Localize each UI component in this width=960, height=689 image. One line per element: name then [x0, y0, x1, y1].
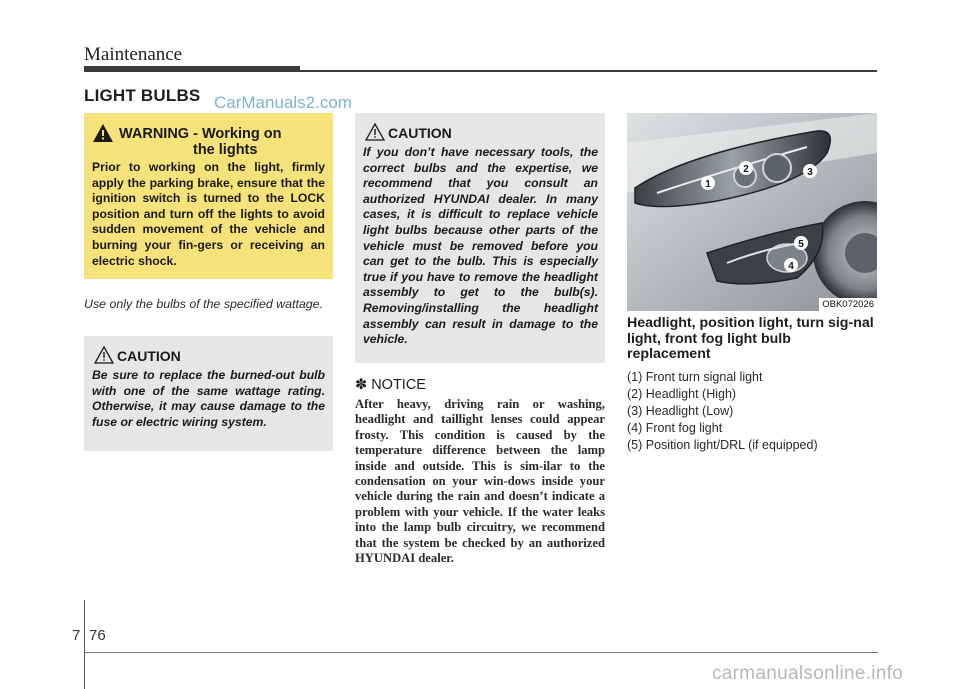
watermark-bottom: carmanualsonline.info: [712, 663, 904, 684]
callout-3: [803, 164, 817, 178]
svg-text:2: 2: [743, 164, 749, 175]
list-item: (4) Front fog light: [627, 420, 723, 435]
warning-label: WARNING: [119, 126, 190, 142]
header-rule-thin: [300, 70, 877, 72]
svg-text:4: 4: [788, 261, 794, 272]
notice-title: [355, 377, 426, 393]
callout-4: [784, 258, 798, 272]
header-rule-thick: [84, 66, 300, 72]
caution-triangle-icon: [94, 346, 114, 364]
callout-2: [739, 161, 753, 175]
notice-symbol-icon: ✽: [355, 377, 368, 393]
svg-text:3: 3: [807, 167, 813, 178]
warning-heading-text: - Working on: [193, 126, 282, 142]
figure-title: Headlight, position light, turn sig-nal light, front fog light bulb replacement: [627, 315, 874, 362]
list-item: (3) Headlight (Low): [627, 403, 734, 418]
list-item: (5) Position light/DRL (if equipped): [627, 437, 818, 452]
headlight-illustration: [627, 113, 877, 311]
headlight-photo: [627, 113, 877, 311]
callout-5: [794, 236, 808, 250]
photo-code: OBK072026: [819, 298, 877, 311]
intro-text: Use only the bulbs of the specified wattage.: [84, 297, 324, 311]
page-title: LIGHT BULBS: [84, 86, 201, 105]
warning-box: [84, 113, 333, 279]
caution-box-mid: [355, 113, 605, 363]
chapter-number: 7: [72, 627, 81, 644]
svg-text:1: 1: [705, 179, 711, 190]
caution-text: Be sure to replace the burned-out bulb with one of the same wattage rating. Otherwise, it may cause damage to the fuse or electric wiring system.: [92, 368, 325, 429]
caution-text: If you don’t have necessary tools, the correct bulbs and the expertise, we recommend that you consult an authorized HYUNDAI dealer. In many cases, it is difficult to replace vehicle light bulbs because other parts of the vehicle must be removed before you can get to the bulb. This is especially true if you have to remove the headlight assembly to get to the bulb(s). Removing/installing the headlight assembly can result in damage to the vehicle.: [363, 145, 598, 347]
caution-box-left: [84, 336, 333, 451]
caution-triangle-icon: [365, 123, 385, 141]
section-header: Maintenance: [84, 44, 183, 65]
list-item: (2) Headlight (High): [627, 386, 737, 401]
callout-1: [701, 176, 715, 190]
warning-heading: [119, 126, 329, 158]
warning-triangle-icon: [92, 123, 114, 143]
bulb-list: [627, 369, 877, 454]
page-number: 76: [89, 627, 106, 644]
caution-label: CAUTION: [117, 348, 181, 364]
caution-label: CAUTION: [388, 125, 452, 141]
notice-text: After heavy, driving rain or washing, headlight and taillight lenses could appear frosty. This condition is caused by the temperature difference between the lamp inside and outside. This is sim-ilar to the condensation on your win-dows inside your vehicle during the rain and doesn’t indicate a problem with your vehicle. If the water leaks into the lamp bulb circuitry, we recommend that the system be checked by an authorized HYUNDAI dealer.: [355, 397, 605, 566]
warning-text: Prior to working on the light, firmly apply the parking brake, ensure that the ignition switch is turned to the LOCK position and turn off the lights to avoid sudden movement of the vehicle and burning your fin-gers or receiving an electric shock.: [92, 160, 325, 268]
footer-rule-vertical: [84, 600, 85, 689]
notice-label: NOTICE: [371, 377, 426, 393]
footer-rule-horizontal: [85, 652, 878, 653]
list-item: (1) Front turn signal light: [627, 370, 763, 384]
watermark-top: CarManuals2.com: [214, 93, 352, 112]
warning-heading-line2: the lights: [193, 142, 258, 158]
svg-text:5: 5: [798, 239, 804, 250]
